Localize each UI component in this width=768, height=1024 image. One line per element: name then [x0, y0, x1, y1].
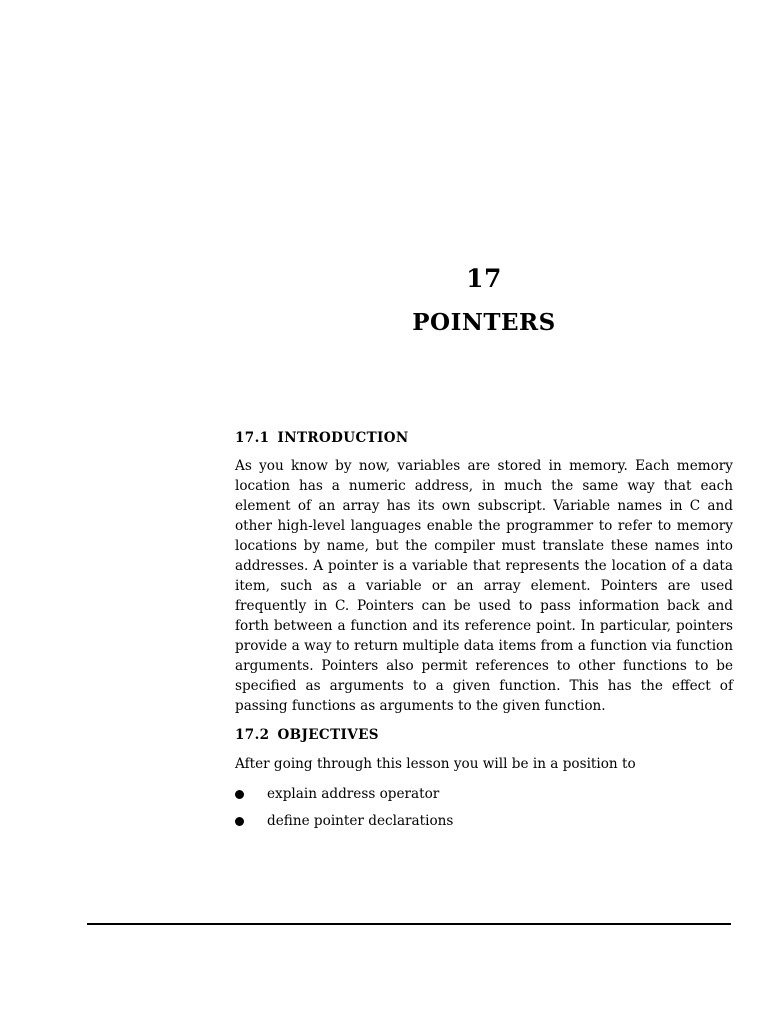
bullet-icon — [235, 790, 244, 799]
footer-divider — [87, 923, 731, 925]
section-title: OBJECTIVES — [277, 727, 379, 743]
chapter-number: 17 — [466, 264, 502, 293]
objectives-list — [235, 784, 733, 831]
section-heading-introduction — [235, 430, 733, 446]
section-number: 17.2 — [235, 727, 270, 743]
section-number: 17.1 — [235, 430, 270, 446]
list-item — [235, 811, 733, 831]
bullet-icon — [235, 817, 244, 826]
list-item-text: explain address operator — [267, 786, 440, 802]
objectives-intro: After going through this lesson you will be in a position to — [235, 756, 636, 772]
chapter-title: POINTERS — [412, 309, 556, 336]
section-title: INTRODUCTION — [277, 430, 409, 446]
list-item — [235, 784, 733, 804]
list-item-text: define pointer declarations — [267, 813, 454, 829]
introduction-paragraph: As you know by now, variables are stored in memory. Each memory location has a numeric address, in much the same way that each element of an array has its own subscript. Variable names in C and other high-level languages enable the programmer to refer to memory locations by name, but the compiler must translate these names into addresses. A pointer is a variable that represents the location of a data item, such as a variable or an array element. Pointers are used frequently in C. Pointers can be used to pass information back and forth between a function and its reference point. In particular, pointers provide a way to return multiple data items from a function via function arguments. Pointers also permit references to other functions to be specified as arguments to a given function. This has the effect of passing functions as arguments to the given function. — [235, 458, 733, 714]
section-heading-objectives — [235, 727, 733, 743]
chapter-content — [235, 430, 733, 838]
